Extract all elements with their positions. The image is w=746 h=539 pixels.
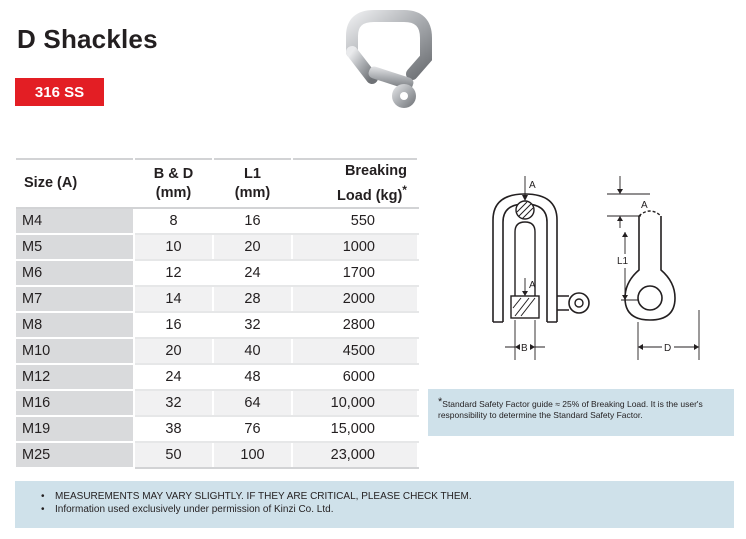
table-row: M10 20 40 4500 [16, 338, 418, 364]
table-row: M8 16 32 2800 [16, 312, 418, 338]
material-badge: 316 SS [15, 78, 104, 106]
label-a-mid: A [529, 280, 536, 291]
table-row: M7 14 28 2000 [16, 286, 418, 312]
table-row: M12 24 48 6000 [16, 364, 418, 390]
spec-table [16, 158, 419, 469]
table-row: M16 32 64 10,000 [16, 390, 418, 416]
label-d: D [664, 343, 672, 354]
notes-box [15, 481, 734, 528]
table-row: M25 50 100 23,000 [16, 442, 418, 468]
header-breaking-load: Breaking Load (kg)* [292, 159, 418, 208]
page-title: D Shackles [17, 24, 158, 54]
header-bd: B & D (mm) [134, 159, 213, 208]
safety-footnote: *Standard Safety Factor guide ≈ 25% of Breaking Load. It is the user's responsibility to determine the Standard Safety Factor. [428, 389, 734, 436]
table-row: M5 10 20 1000 [16, 234, 418, 260]
header-l1: L1 (mm) [213, 159, 292, 208]
table-row: M19 38 76 15,000 [16, 416, 418, 442]
label-a-side: A [641, 200, 648, 211]
shackle-photo [334, 8, 446, 116]
table-row: M6 12 24 1700 [16, 260, 418, 286]
note-item: • MEASUREMENTS MAY VARY SLIGHTLY. IF THEY ARE CRITICAL, PLEASE CHECK THEM. [41, 490, 734, 503]
shackle-diagram [475, 170, 735, 370]
table-row: M4 8 16 550 [16, 208, 418, 234]
header-size: Size (A) [16, 159, 134, 208]
note-item: • Information used exclusively under permission of Kinzi Co. Ltd. [41, 503, 734, 516]
label-a-top: A [529, 180, 536, 191]
label-b: B [521, 343, 528, 354]
label-l1: L1 [617, 256, 629, 267]
